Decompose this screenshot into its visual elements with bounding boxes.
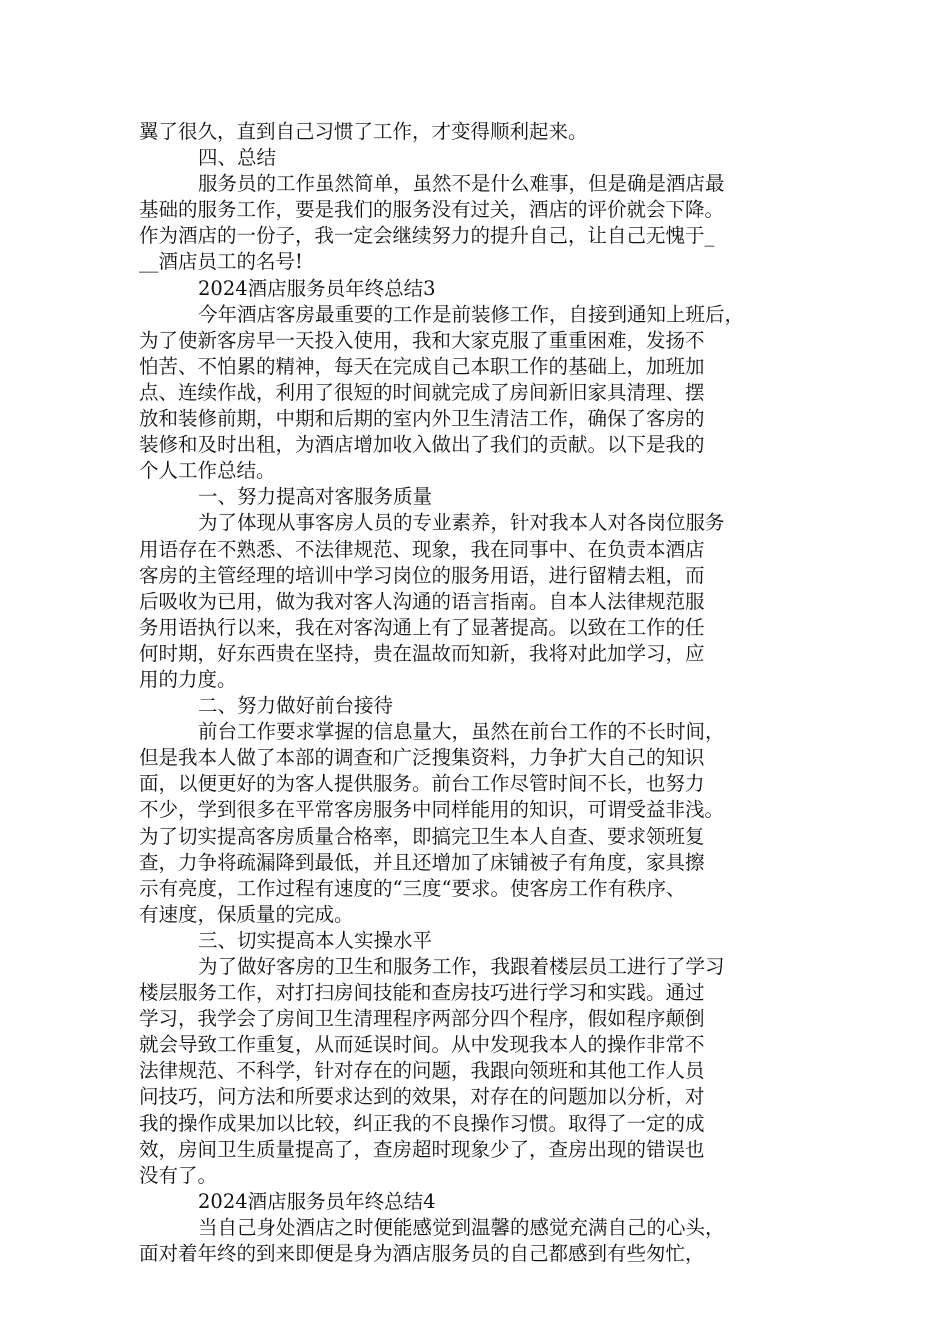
text-line: 前台工作要求掌握的信息量大，虽然在前台工作的不长时间， <box>198 720 725 744</box>
text-line: 没有了。 <box>139 1163 218 1187</box>
text-line: 四、总结 <box>198 146 277 170</box>
text-line: 法律规范、不科学，针对存在的问题，我跟向领班和其他工作人员 <box>139 1059 705 1083</box>
document-body <box>139 119 819 1267</box>
text-line: 个人工作总结。 <box>139 459 276 483</box>
text-line: 查，力争将疏漏降到最低，并且还增加了床铺被子有角度，家具擦 <box>139 850 705 874</box>
text-line: 服务员的工作虽然简单，虽然不是什么难事，但是确是酒店最 <box>198 172 725 196</box>
text-line: 为了体现从事客房人员的专业素养，针对我本人对各岗位服务 <box>198 511 725 535</box>
text-line: 翼了很久，直到自己习惯了工作，才变得顺利起来。 <box>139 120 588 143</box>
text-line: 一、努力提高对客服务质量 <box>198 485 433 509</box>
text-line: 用的力度。 <box>139 667 237 691</box>
text-line: 有速度，保质量的完成。 <box>139 902 354 926</box>
text-line: 装修和及时出租，为酒店增加收入做出了我们的贡献。以下是我的 <box>139 433 705 457</box>
text-line: 学习，我学会了房间卫生清理程序两部分四个程序，假如程序颠倒 <box>139 1007 705 1031</box>
text-line: 作为酒店的一份子，我一定会继续努力的提升自己，让自己无愧于_ <box>139 224 715 248</box>
text-line: 问技巧，问方法和所要求达到的效果，对存在的问题加以分析，对 <box>139 1085 705 1109</box>
text-line: 就会导致工作重复，从而延误时间。从中发现我本人的操作非常不 <box>139 1033 705 1057</box>
text-line: 后吸收为已用，做为我对客人沟通的语言指南。自本人法律规范服 <box>139 589 705 613</box>
text-line: 示有亮度，工作过程有速度的“三度“要求。使客房工作有秩序、 <box>139 876 686 900</box>
text-line: 面对着年终的到来即便是身为酒店服务员的自己都感到有些匆忙， <box>139 1242 705 1266</box>
text-line: 怕苦、不怕累的精神，每天在完成自己本职工作的基础上，加班加 <box>139 354 705 378</box>
text-line: 为了使新客房早一天投入使用，我和大家克服了重重困难，发扬不 <box>139 328 705 352</box>
text-line: 为了切实提高客房质量合格率，即搞完卫生本人自查、要求领班复 <box>139 824 705 848</box>
text-line: 2024酒店服务员年终总结4 <box>198 1189 436 1213</box>
text-line: 为了做好客房的卫生和服务工作，我跟着楼层员工进行了学习 <box>198 955 725 978</box>
text-line: 三、切实提高本人实操水平 <box>198 928 433 952</box>
text-line: 今年酒店客房最重要的工作是前装修工作，自接到通知上班后， <box>198 302 745 326</box>
text-line: 基础的服务工作，要是我们的服务没有过关，酒店的评价就会下降。 <box>139 198 725 222</box>
text-line: 楼层服务工作，对打扫房间技能和查房技巧进行学习和实践。通过 <box>139 981 705 1005</box>
text-line: 二、努力做好前台接待 <box>198 694 394 718</box>
text-line: 当自己身处酒店之时便能感觉到温馨的感觉充满自己的心头， <box>198 1215 725 1239</box>
text-line: 何时期，好东西贵在坚持，贵在温故而知新，我将对此加学习，应 <box>139 641 705 665</box>
text-line: 但是我本人做了本部的调查和广泛搜集资料，力争扩大自己的知识 <box>139 746 705 770</box>
text-line: 客房的主管经理的培训中学习岗位的服务用语，进行留精去粗，而 <box>139 563 705 587</box>
text-line: 效，房间卫生质量提高了，查房超时现象少了，查房出现的错误也 <box>139 1137 705 1161</box>
text-line: 2024酒店服务员年终总结3 <box>198 276 436 300</box>
text-line: 务用语执行以来，我在对客沟通上有了显著提高。以致在工作的任 <box>139 615 705 639</box>
text-line: 面，以便更好的为客人提供服务。前台工作尽管时间不长，也努力 <box>139 772 705 796</box>
text-line: 我的操作成果加以比较，纠正我的不良操作习惯。取得了一定的成 <box>139 1111 705 1135</box>
text-line: 用语存在不熟悉、不法律规范、现象，我在同事中、在负责本酒店 <box>139 537 705 561</box>
text-line: 放和装修前期，中期和后期的室内外卫生清洁工作，确保了客房的 <box>139 407 705 431</box>
text-line: 不少，学到很多在平常客房服务中同样能用的知识，可谓受益非浅。 <box>139 798 725 822</box>
text-line: 点、连续作战，利用了很短的时间就完成了房间新旧家具清理、摆 <box>139 380 705 404</box>
text-line: __酒店员工的名号! <box>139 250 303 274</box>
